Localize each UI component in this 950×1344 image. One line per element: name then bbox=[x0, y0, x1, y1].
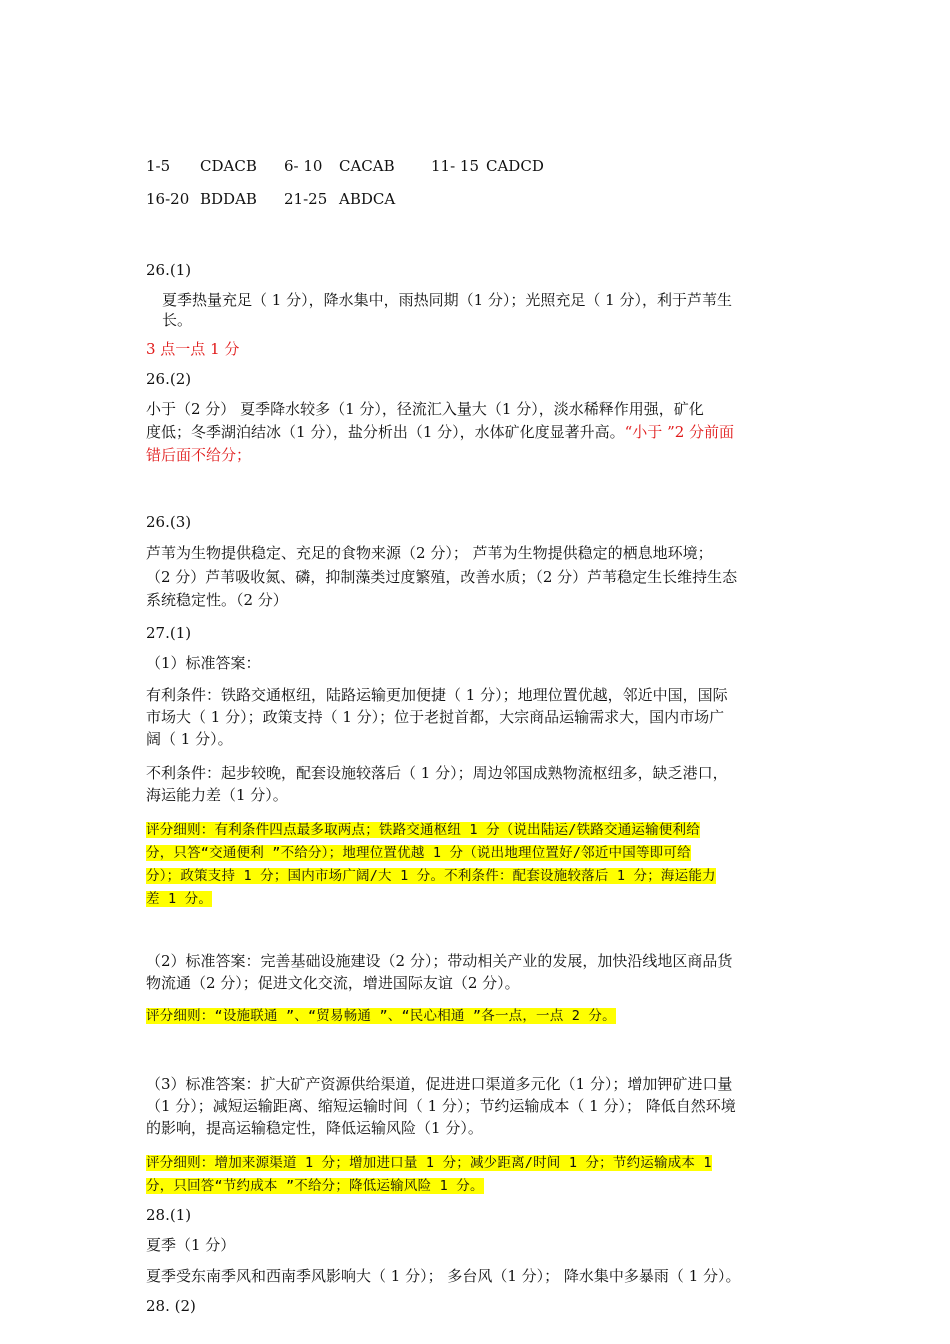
rubric-highlight-line: 分，只回答“节约成本 ”不给分；降低运输风险 1 分。 bbox=[146, 1178, 484, 1194]
q27-2-answer-line: 物流通（2 分）；促进文化交流，增进国际友谊（2 分）。 bbox=[146, 974, 520, 992]
q27-3-answer-line: （3）标准答案：扩大矿产资源供给渠道，促进进口渠道多元化（1 分）；增加钾矿进口量 bbox=[146, 1075, 733, 1093]
mc-answer: CADCD bbox=[486, 157, 544, 175]
q28-1-answer-line: 夏季（1 分） bbox=[146, 1236, 236, 1254]
rubric-highlight-line: 分）；政策支持 1 分；国内市场广阔/大 1 分。不利条件：配套设施较落后 1 分；海运能力 bbox=[146, 868, 716, 884]
rubric-highlight-line: 评分细则：“设施联通 ”、“贸易畅通 ”、“民心相通 ”各一点，一点 2 分。 bbox=[146, 1008, 616, 1024]
mc-answer: BDDAB bbox=[200, 190, 257, 208]
q26-3-label: 26.(3) bbox=[146, 513, 192, 531]
q26-1-answer-line: 长。 bbox=[162, 311, 193, 329]
q27-2-rubric bbox=[146, 1004, 616, 1027]
q28-1-answer-line: 夏季受东南季风和西南季风影响大（ 1 分）； 多台风（1 分）； 降水集中多暴雨（ 1 分）。 bbox=[146, 1267, 741, 1285]
q27-1-rubric bbox=[146, 818, 716, 910]
q26-3-answer-line: （2 分）芦苇吸收氮、磷，抑制藻类过度繁殖，改善水质；（2 分）芦苇稳定生长维持生态 bbox=[146, 568, 738, 586]
q27-3-answer-line: （1 分）；减短运输距离、缩短运输时间（ 1 分）；节约运输成本（ 1 分）； 降低自然环境 bbox=[146, 1097, 736, 1115]
mc-answer: ABDCA bbox=[339, 190, 396, 208]
q28-1-label: 28.(1) bbox=[146, 1206, 192, 1224]
mc-range: 16-20 bbox=[146, 190, 190, 208]
rubric-highlight-line: 评分细则：有利条件四点最多取两点；铁路交通枢纽 1 分（说出陆运/铁路交通运输便利给 bbox=[146, 822, 700, 838]
mc-range: 6- 10 bbox=[284, 157, 323, 175]
q26-3-answer-line: 芦苇为生物提供稳定、充足的食物来源（2 分）； 芦苇为生物提供稳定的栖息地环境； bbox=[146, 544, 713, 562]
q27-3-rubric bbox=[146, 1151, 712, 1197]
q27-1-unfavorable-line: 不利条件：起步较晚，配套设施较落后（ 1 分）；周边邻国成熟物流枢纽多，缺乏港口， bbox=[146, 764, 728, 782]
q28-2-label: 28. (2) bbox=[146, 1297, 196, 1315]
rubric-highlight-line: 分，只答“交通便利 ”不给分）；地理位置优越 1 分（说出地理位置好/邻近中国等即可给 bbox=[146, 845, 691, 861]
q26-1-scoring-note: 3 点一点 1 分 bbox=[146, 340, 240, 358]
q26-2-answer-line bbox=[146, 421, 734, 443]
mc-range: 1-5 bbox=[146, 157, 171, 175]
rubric-highlight-line: 差 1 分。 bbox=[146, 891, 213, 907]
q26-2-scoring-note: 错后面不给分； bbox=[146, 446, 252, 464]
q26-2-label: 26.(2) bbox=[146, 370, 192, 388]
mc-range: 11- 15 bbox=[431, 157, 480, 175]
q27-1-favorable-line: 市场大（ 1 分）；政策支持（ 1 分）；位于老挝首都，大宗商品运输需求大，国内市场广 bbox=[146, 708, 725, 726]
q26-2-answer-line: 小于（2 分） 夏季降水较多（1 分），径流汇入量大（1 分），淡水稀释作用强，矿化 bbox=[146, 400, 704, 418]
q27-1-standard-heading: （1）标准答案： bbox=[146, 654, 261, 672]
mc-answer: CACAB bbox=[339, 157, 395, 175]
q27-1-favorable-line: 有利条件：铁路交通枢纽，陆路运输更加便捷（ 1 分）；地理位置优越，邻近中国，国际 bbox=[146, 686, 728, 704]
mc-range: 21-25 bbox=[284, 190, 328, 208]
mc-answers-row-1 bbox=[146, 155, 544, 177]
q27-1-unfavorable-line: 海运能力差（1 分）。 bbox=[146, 786, 288, 804]
q27-1-label: 27.(1) bbox=[146, 624, 192, 642]
q26-3-answer-line: 系统稳定性。（2 分） bbox=[146, 591, 288, 609]
q27-2-answer-line: （2）标准答案：完善基础设施建设（2 分）；带动相关产业的发展，加快沿线地区商品货 bbox=[146, 952, 733, 970]
q27-3-answer-line: 的影响，提高运输稳定性，降低运输风险（1 分）。 bbox=[146, 1119, 483, 1137]
rubric-highlight-line: 评分细则：增加来源渠道 1 分；增加进口量 1 分；减少距离/时间 1 分；节约运输成本 1 bbox=[146, 1155, 712, 1171]
q26-2-answer-text: 度低；冬季湖泊结冰（1 分），盐分析出（1 分），水体矿化度显著升高。 bbox=[146, 423, 625, 441]
q27-1-favorable-line: 阔（ 1 分）。 bbox=[146, 730, 233, 748]
q26-1-label: 26.(1) bbox=[146, 261, 192, 279]
mc-answer: CDACB bbox=[200, 157, 257, 175]
q26-1-answer-line: 夏季热量充足（ 1 分），降水集中，雨热同期（1 分）；光照充足（ 1 分），利于芦苇生 bbox=[162, 291, 732, 309]
q26-2-scoring-note: “小于 ”2 分前面 bbox=[624, 423, 735, 441]
mc-answers-row-2 bbox=[146, 188, 395, 210]
